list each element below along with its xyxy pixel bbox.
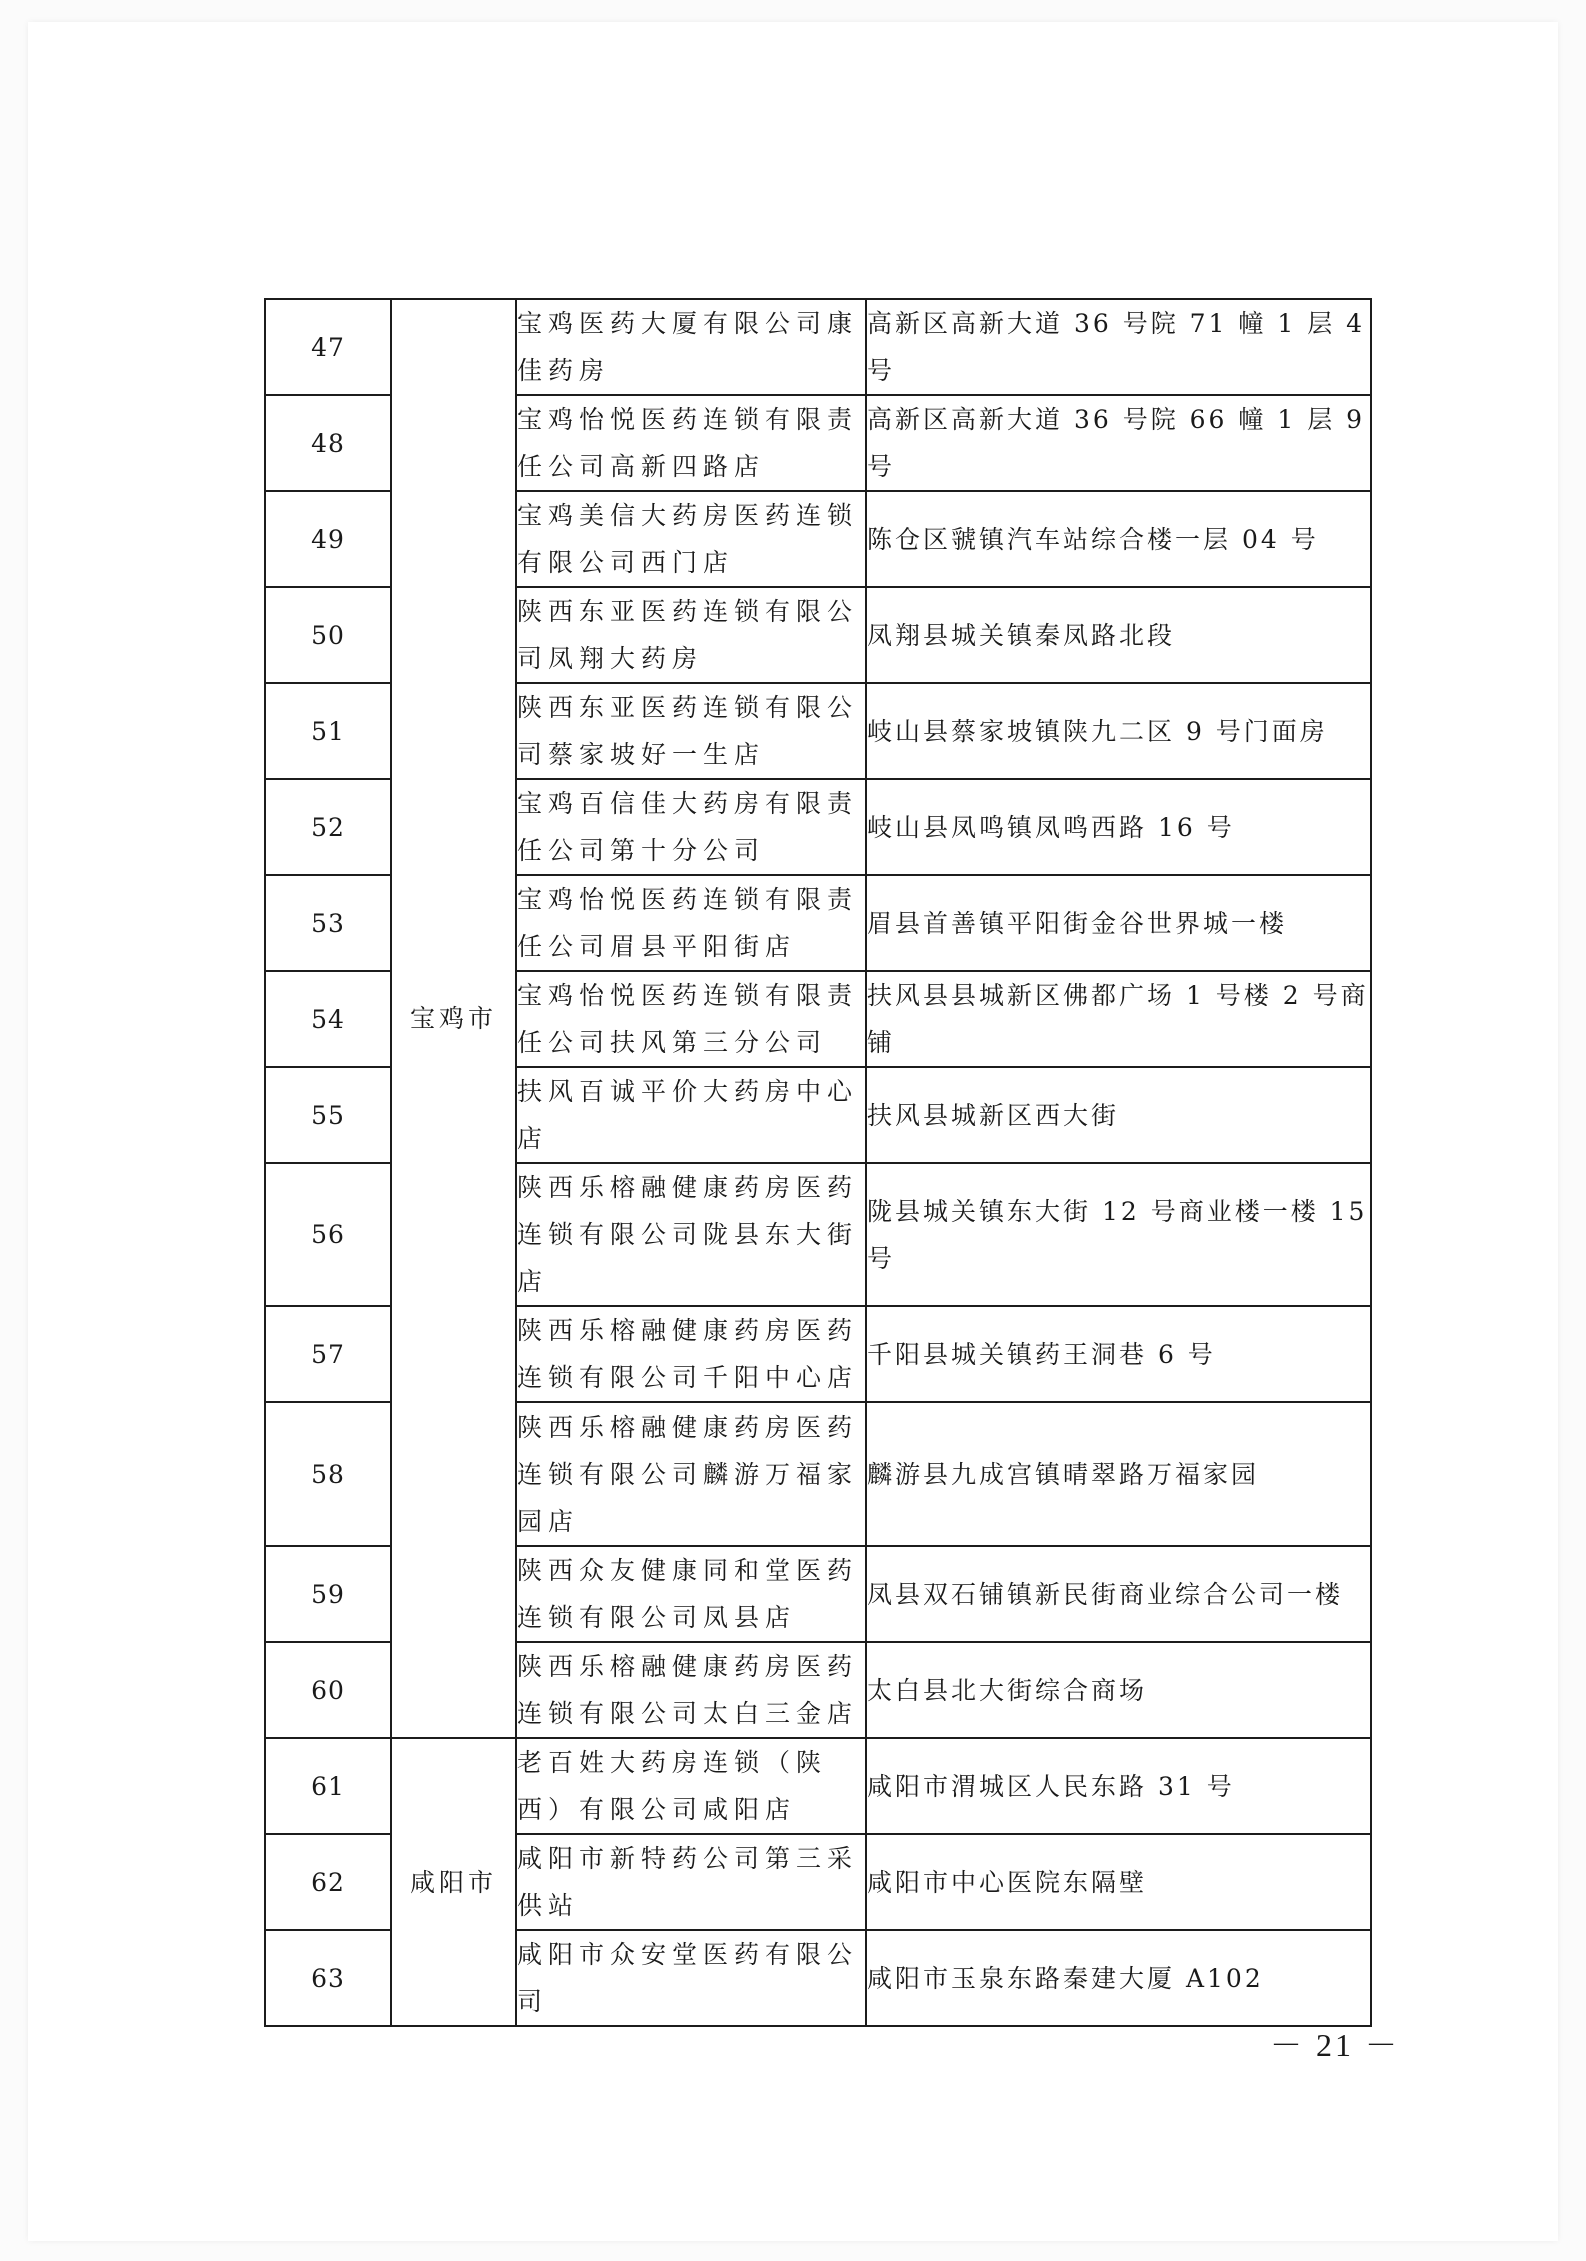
pharmacy-address: 咸阳市中心医院东隔壁 <box>866 1834 1371 1930</box>
pharmacy-name: 扶风百诚平价大药房中心店 <box>516 1067 866 1163</box>
table-row <box>265 1738 1371 1834</box>
row-number: 54 <box>265 971 391 1067</box>
pharmacy-table <box>264 298 1372 2027</box>
pharmacy-name: 宝鸡医药大厦有限公司康佳药房 <box>516 299 866 395</box>
pharmacy-address: 扶风县县城新区佛都广场 1 号楼 2 号商铺 <box>866 971 1371 1067</box>
pharmacy-address: 麟游县九成宫镇晴翠路万福家园 <box>866 1402 1371 1546</box>
row-number: 52 <box>265 779 391 875</box>
pharmacy-address: 高新区高新大道 36 号院 66 幢 1 层 9 号 <box>866 395 1371 491</box>
row-number: 53 <box>265 875 391 971</box>
pharmacy-address: 扶风县城新区西大街 <box>866 1067 1371 1163</box>
pharmacy-address: 陇县城关镇东大街 12 号商业楼一楼 15 号 <box>866 1163 1371 1306</box>
pharmacy-address: 千阳县城关镇药王洞巷 6 号 <box>866 1306 1371 1402</box>
row-number: 62 <box>265 1834 391 1930</box>
pharmacy-name: 陕西东亚医药连锁有限公司蔡家坡好一生店 <box>516 683 866 779</box>
row-number: 47 <box>265 299 391 395</box>
row-number: 50 <box>265 587 391 683</box>
page-number: － 21 － <box>1270 2027 1401 2063</box>
row-number: 60 <box>265 1642 391 1738</box>
row-number: 57 <box>265 1306 391 1402</box>
pharmacy-address: 咸阳市玉泉东路秦建大厦 A102 <box>866 1930 1371 2026</box>
row-number: 55 <box>265 1067 391 1163</box>
row-number: 56 <box>265 1163 391 1306</box>
pharmacy-address: 凤翔县城关镇秦凤路北段 <box>866 587 1371 683</box>
pharmacy-name: 陕西众友健康同和堂医药连锁有限公司凤县店 <box>516 1546 866 1642</box>
row-number: 58 <box>265 1402 391 1546</box>
pharmacy-name: 陕西乐榕融健康药房医药连锁有限公司麟游万福家园店 <box>516 1402 866 1546</box>
pharmacy-name: 咸阳市众安堂医药有限公司 <box>516 1930 866 2026</box>
pharmacy-name: 咸阳市新特药公司第三采供站 <box>516 1834 866 1930</box>
pharmacy-name: 宝鸡怡悦医药连锁有限责任公司眉县平阳街店 <box>516 875 866 971</box>
city-cell: 宝鸡市 <box>391 299 516 1738</box>
pharmacy-name: 宝鸡怡悦医药连锁有限责任公司高新四路店 <box>516 395 866 491</box>
pharmacy-address: 岐山县蔡家坡镇陕九二区 9 号门面房 <box>866 683 1371 779</box>
pharmacy-name: 陕西乐榕融健康药房医药连锁有限公司千阳中心店 <box>516 1306 866 1402</box>
row-number: 61 <box>265 1738 391 1834</box>
pharmacy-name: 陕西乐榕融健康药房医药连锁有限公司太白三金店 <box>516 1642 866 1738</box>
pharmacy-name: 老百姓大药房连锁（陕西）有限公司咸阳店 <box>516 1738 866 1834</box>
pharmacy-address: 咸阳市渭城区人民东路 31 号 <box>866 1738 1371 1834</box>
pharmacy-name: 宝鸡美信大药房医药连锁有限公司西门店 <box>516 491 866 587</box>
pharmacy-name: 宝鸡怡悦医药连锁有限责任公司扶风第三分公司 <box>516 971 866 1067</box>
city-cell: 咸阳市 <box>391 1738 516 2026</box>
row-number: 48 <box>265 395 391 491</box>
row-number: 63 <box>265 1930 391 2026</box>
pharmacy-address: 陈仓区虢镇汽车站综合楼一层 04 号 <box>866 491 1371 587</box>
pharmacy-name: 陕西东亚医药连锁有限公司凤翔大药房 <box>516 587 866 683</box>
pharmacy-address: 凤县双石铺镇新民街商业综合公司一楼 <box>866 1546 1371 1642</box>
row-number: 49 <box>265 491 391 587</box>
pharmacy-address: 太白县北大街综合商场 <box>866 1642 1371 1738</box>
pharmacy-address: 高新区高新大道 36 号院 71 幢 1 层 4 号 <box>866 299 1371 395</box>
table-row <box>265 299 1371 395</box>
pharmacy-name: 陕西乐榕融健康药房医药连锁有限公司陇县东大街店 <box>516 1163 866 1306</box>
pharmacy-address: 岐山县凤鸣镇凤鸣西路 16 号 <box>866 779 1371 875</box>
row-number: 59 <box>265 1546 391 1642</box>
pharmacy-address: 眉县首善镇平阳街金谷世界城一楼 <box>866 875 1371 971</box>
pharmacy-name: 宝鸡百信佳大药房有限责任公司第十分公司 <box>516 779 866 875</box>
row-number: 51 <box>265 683 391 779</box>
